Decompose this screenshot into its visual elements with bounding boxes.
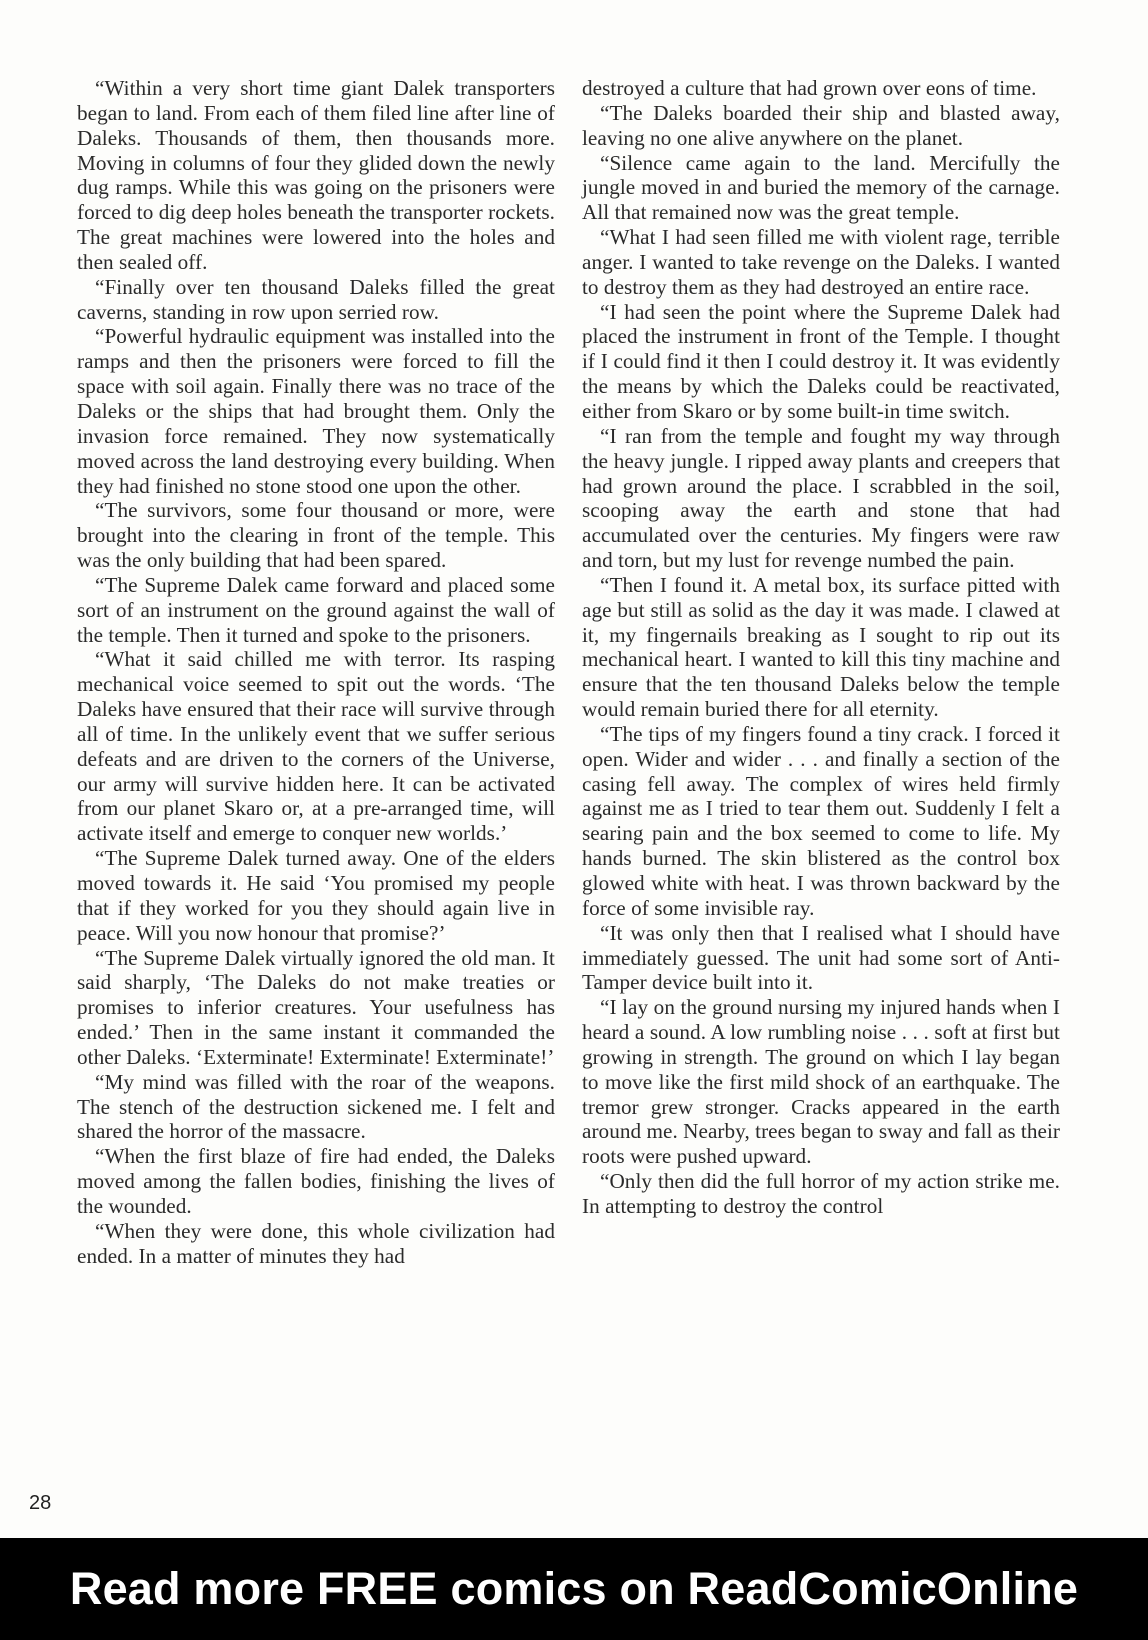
promo-banner-text[interactable]: Read more FREE comics on ReadComicOnline: [69, 1563, 1079, 1614]
paragraph: “What I had seen filled me with violent rage, terrible anger. I wanted to take revenge on the Daleks. I wanted to destroy them as they had destroyed an entire race.: [582, 225, 1060, 299]
paragraph: “It was only then that I realised what I should have immediately guessed. The unit had some sort of Anti-Tamper device built into it.: [582, 920, 1060, 995]
paragraph: “Only then did the full horror of my action strike me. In attempting to destroy the control: [582, 1169, 1060, 1218]
paragraph: “Finally over ten thousand Daleks filled the great caverns, standing in row upon serried row.: [77, 274, 555, 324]
paragraph: “The Supreme Dalek turned away. One of the elders moved towards it. He said ‘You promised my people that if they worked for you they should again live in peace. Will you now honour that promise?’: [77, 846, 555, 945]
paragraph: “When the first blaze of fire had ended, the Daleks moved among the fallen bodies, finishing the lives of the wounded.: [77, 1144, 555, 1218]
paragraph: “What it said chilled me with terror. Its rasping mechanical voice seemed to spit out the words. ‘The Daleks have ensured that their race will survive through all of time. In the unlikely event that we suffer serious defeats and are driven to the corners of the Universe, our army will survive hidden here. It can be activated from our planet Skaro or, at a pre-arranged time, will activate itself and emerge to conquer new worlds.’: [77, 647, 555, 846]
paragraph-continued: destroyed a culture that had grown over eons of time.: [582, 76, 1037, 100]
paragraph: “Within a very short time giant Dalek transporters began to land. From each of them filed line after line of Daleks. Thousands of them, then thousands more. Moving in columns of four they glided down the newly dug ramps. While this was going on the prisoners were forced to dig deep holes beneath the transporter rockets. The great machines were lowered into the holes and then sealed off.: [77, 76, 555, 274]
right-text-column: [582, 76, 1060, 1219]
left-text-column: [77, 76, 555, 1269]
promo-banner[interactable]: [0, 1538, 1148, 1640]
paragraph: “The Supreme Dalek came forward and placed some sort of an instrument on the ground against the wall of the temple. Then it turned and spoke to the prisoners.: [77, 572, 555, 647]
paragraph: “The Supreme Dalek virtually ignored the old man. It said sharply, ‘The Daleks do not make treaties or promises to inferior creatures. Your usefulness has ended.’ Then in the same instant it commanded the other Daleks. ‘Exterminate! Exterminate! Exterminate!’: [77, 945, 555, 1069]
paragraph: “I ran from the temple and fought my way through the heavy jungle. I ripped away plants and creepers that had grown around the place. I scrabbled in the soil, scooping away the earth and stone that had accumulated over the centuries. My fingers were raw and torn, but my lust for revenge numbed the pain.: [582, 423, 1060, 573]
paragraph: “When they were done, this whole civilization had ended. In a matter of minutes they had: [77, 1218, 555, 1268]
paragraph: “Then I found it. A metal box, its surface pitted with age but still as solid as the day it was made. I clawed at it, my fingernails breaking as I sought to rip out its mechanical heart. I wanted to kill this tiny machine and ensure that the ten thousand Daleks below the temple would remain buried there for all eternity.: [582, 572, 1060, 722]
paragraph: “The Daleks boarded their ship and blasted away, leaving no one alive anywhere on the planet.: [582, 100, 1060, 150]
paragraph: “The tips of my fingers found a tiny crack. I forced it open. Wider and wider . . . and finally a section of the casing fell away. The complex of wires held firmly against me as I tried to tear them out. Suddenly I felt a searing pain and the box seemed to come to life. My hands burned. The skin blistered as the control box glowed white with heat. I was thrown backward by the force of some invisible ray.: [582, 721, 1060, 920]
paragraph: “Silence came again to the land. Mercifully the jungle moved in and buried the memory of the carnage. All that remained now was the great temple.: [582, 150, 1060, 225]
paragraph: “I had seen the point where the Supreme Dalek had placed the instrument in front of the Temple. I thought if I could find it then I could destroy it. It was evidently the means by which the Daleks could be reactivated, either from Skaro or by some built-in time switch.: [582, 299, 1060, 423]
paragraph: “I lay on the ground nursing my injured hands when I heard a sound. A low rumbling noise . . . soft at first but growing in strength. The ground on which I lay began to move like the first mild shock of an earthquake. The tremor grew stronger. Cracks appeared in the earth around me. Nearby, trees began to sway and fall as their roots were pushed upward.: [582, 995, 1060, 1169]
page-number: 28: [29, 1492, 52, 1514]
paragraph: “My mind was filled with the roar of the weapons. The stench of the destruction sickened me. I felt and shared the horror of the massacre.: [77, 1069, 555, 1144]
paragraph: “The survivors, some four thousand or more, were brought into the clearing in front of the temple. This was the only building that had been spared.: [77, 498, 555, 573]
paragraph: “Powerful hydraulic equipment was installed into the ramps and then the prisoners were forced to fill the space with soil again. Finally there was no trace of the Daleks or the ships that had brought them. Only the invasion force remained. They now systematically moved across the land destroying every building. When they had finished no stone stood one upon the other.: [77, 324, 555, 498]
